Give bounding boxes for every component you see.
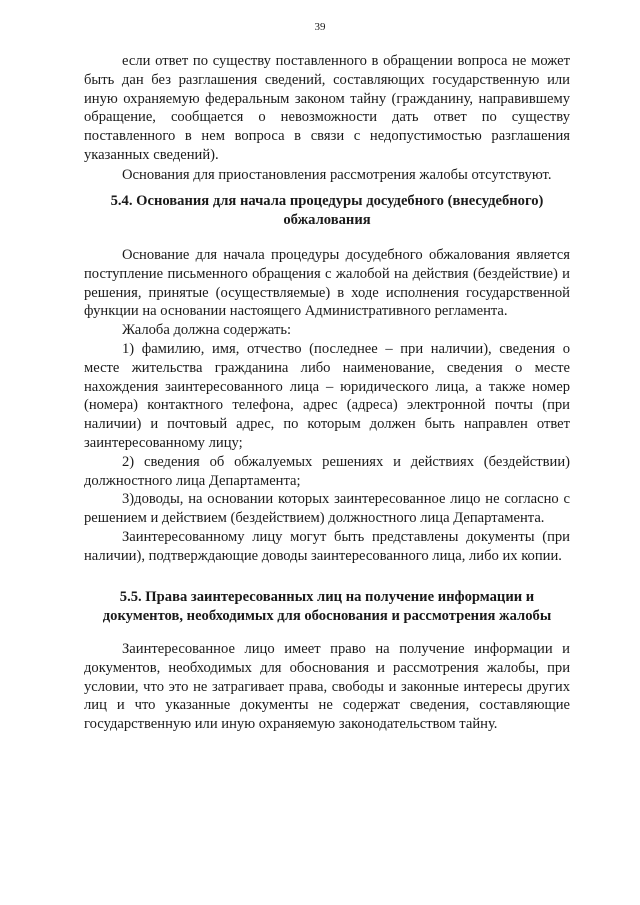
complaint-contents-intro: Жалоба должна содержать: [122, 322, 292, 339]
section-5-5-heading [84, 588, 570, 626]
section-5-4-paragraph-1: Основание для начала процедуры досудебного обжалования является поступление письменного обращения с жалобой на действия (бездействие) и решения, принятые (осуществляемые) в ходе исполнения государственной функции на основании настоящего Административного регламента. [84, 247, 570, 320]
section-5-4-heading [84, 192, 570, 230]
complaint-item-2: 2) сведения об обжалуемых решениях и действиях (бездействии) должностного лица Департамента; [84, 453, 570, 489]
section-5-5-body [84, 640, 570, 734]
intro-paragraph: если ответ по существу поставленного в обращении вопроса не может быть дан без разглашения сведений, составляющих государственную или иную охраняемую федеральным законом тайну (гражданину, направившему обращение, сообщается о невозможности дать ответ по существу поставленного в нем вопроса в связи с недопустимостью разглашения указанных сведений). [84, 53, 570, 163]
complaint-item-3: 3)доводы, на основании которых заинтересованное лицо не согласно с решением и действием (бездействием) должностного лица Департамента. [84, 491, 570, 527]
intro-block [84, 52, 570, 185]
section-5-4-heading-line2: обжалования [283, 212, 371, 228]
page-number: 39 [314, 21, 326, 33]
section-5-4-body [84, 246, 570, 566]
section-5-4-heading-line1: 5.4. Основания для начала процедуры досудебного (внесудебного) [110, 193, 544, 209]
section-5-4-paragraph-3: Заинтересованному лицу могут быть представлены документы (при наличии), подтверждающие доводы заинтересованного лица, либо их копии. [84, 528, 570, 564]
suspension-paragraph: Основания для приостановления рассмотрения жалобы отсутствуют. [122, 166, 552, 183]
section-5-5-heading-line2: документов, необходимых для обоснования и рассмотрения жалобы [102, 608, 552, 624]
section-5-5-heading-line1: 5.5. Права заинтересованных лиц на получение информации и [119, 589, 535, 605]
section-5-5-paragraph-1: Заинтересованное лицо имеет право на получение информации и документов, необходимых для обоснования и рассмотрения жалобы, при условии, что это не затрагивает права, свободы и законные интересы других лиц и что указанные документы не содержат сведения, составляющие государственную или иную охраняемую законодательством тайну. [84, 641, 570, 733]
complaint-item-1: 1) фамилию, имя, отчество (последнее – при наличии), сведения о месте жительства гражданина либо наименование, сведения о месте нахождения заинтересованного лица – юридического лица, а также номер (номера) контактного телефона, адрес (адреса) электронной почты (при наличии) и почтовый адрес, по которым должен быть направлен ответ заинтересованному лицу; [84, 340, 570, 451]
